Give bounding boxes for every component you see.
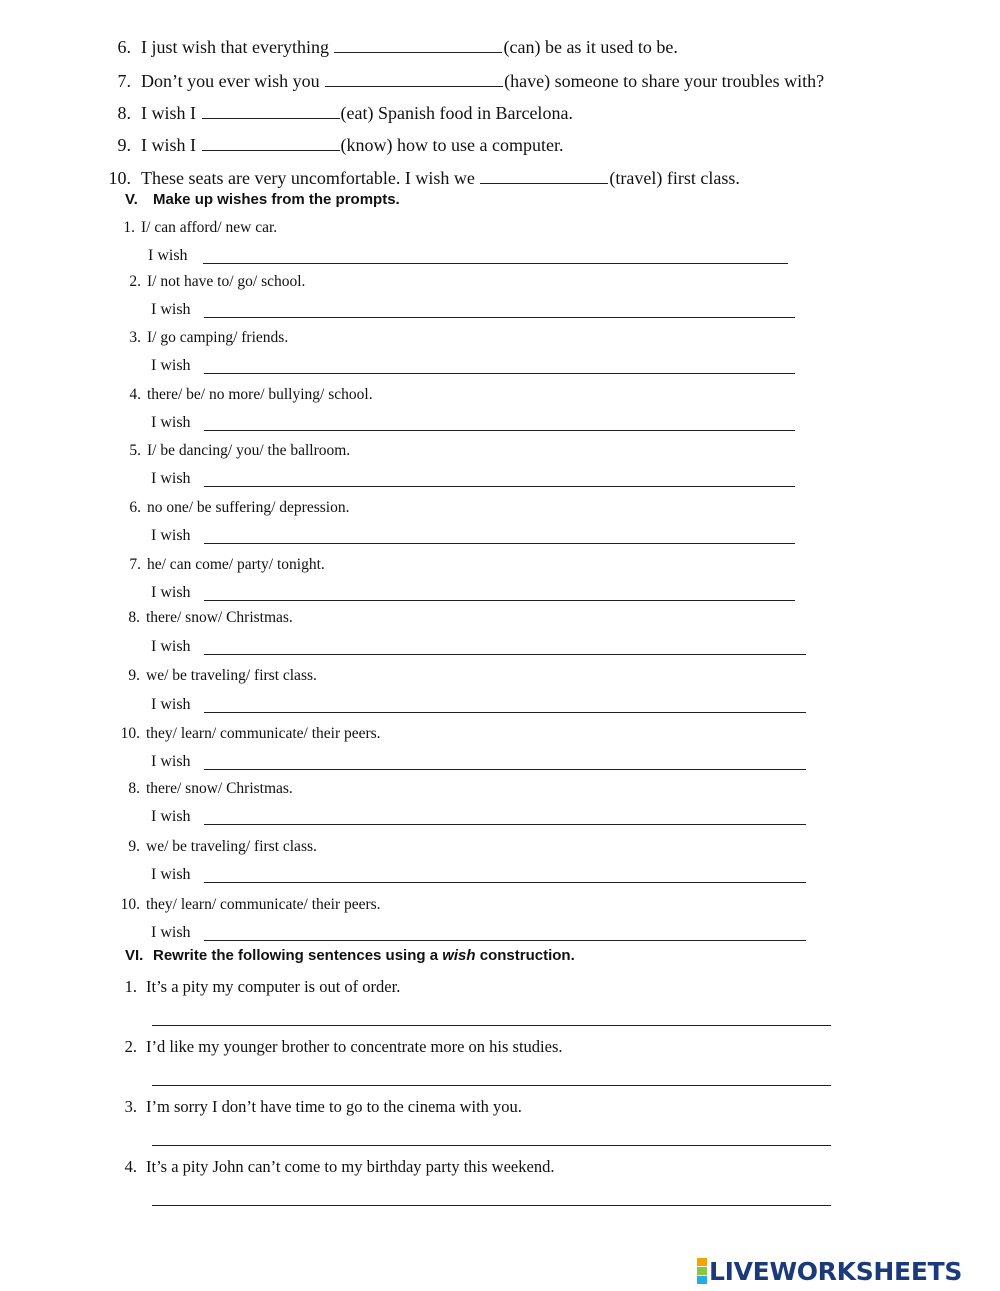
prompt-item: [121, 273, 305, 291]
item-text: I’m sorry I don’t have time to go to the cinema with you.: [146, 1097, 522, 1116]
answer-blank[interactable]: [325, 70, 503, 87]
exercise-item: [105, 36, 678, 58]
prompt-item: [121, 499, 349, 517]
answer-line[interactable]: [203, 263, 788, 264]
prompt-item: [120, 667, 317, 685]
rewrite-item: [117, 977, 400, 997]
prompt-number: 8.: [128, 780, 140, 797]
wish-label: I wish: [151, 924, 191, 941]
prompt-number: 10.: [120, 725, 140, 742]
prompt-text: I/ go camping/ friends.: [147, 329, 289, 346]
prompt-number: 9.: [128, 667, 140, 684]
exercise-item: [105, 102, 573, 124]
logo-block: [697, 1267, 707, 1275]
item-number: 10.: [108, 168, 131, 188]
logo-block: [697, 1258, 707, 1266]
answer-line[interactable]: [204, 600, 795, 601]
wish-label: I wish: [151, 301, 191, 318]
answer-line[interactable]: [204, 543, 795, 544]
logo-text: LIVEWORKSHEETS: [709, 1256, 963, 1286]
prompt-text: I/ be dancing/ you/ the ballroom.: [147, 442, 351, 459]
prompt-text: they/ learn/ communicate/ their peers.: [146, 725, 381, 742]
rewrite-item: [117, 1157, 554, 1177]
wish-label: I wish: [151, 357, 191, 374]
answer-line[interactable]: [204, 769, 806, 770]
answer-blank[interactable]: [480, 167, 608, 184]
prompt-item: [121, 442, 350, 460]
section-heading: [125, 947, 575, 965]
prompt-item: [121, 329, 288, 347]
prompt-number: 10.: [120, 896, 140, 913]
logo-block: [697, 1276, 707, 1284]
answer-line[interactable]: [152, 1205, 831, 1206]
item-number: 3.: [124, 1097, 137, 1116]
answer-line[interactable]: [204, 317, 795, 318]
prompt-text: no one/ be suffering/ depression.: [147, 499, 350, 516]
item-hint: (have) someone to share your troubles with?: [504, 71, 825, 91]
item-number: 8.: [117, 103, 131, 123]
section-title: Make up wishes from the prompts.: [153, 191, 400, 208]
item-number: 6.: [117, 37, 131, 57]
wish-label: I wish: [151, 638, 191, 655]
answer-line[interactable]: [204, 654, 806, 655]
answer-line[interactable]: [204, 486, 795, 487]
wish-label: I wish: [151, 527, 191, 544]
prompt-item: [121, 386, 373, 404]
prompt-text: we/ be traveling/ first class.: [146, 838, 317, 855]
section-title-part: construction.: [475, 947, 575, 964]
wish-label: I wish: [151, 753, 191, 770]
liveworksheets-logo: [697, 1256, 962, 1286]
item-text: I’d like my younger brother to concentrate more on his studies.: [146, 1037, 563, 1056]
wish-label: I wish: [151, 414, 191, 431]
rewrite-item: [117, 1097, 522, 1117]
answer-line[interactable]: [204, 712, 806, 713]
item-number: 1.: [124, 977, 137, 996]
prompt-text: there/ be/ no more/ bullying/ school.: [147, 386, 373, 403]
rewrite-item: [117, 1037, 563, 1057]
item-text: It’s a pity my computer is out of order.: [146, 977, 401, 996]
item-text: I wish I: [141, 103, 196, 123]
item-hint: (travel) first class.: [609, 168, 740, 188]
answer-blank[interactable]: [202, 102, 340, 119]
logo-mark-icon: [697, 1258, 707, 1284]
item-number: 7.: [117, 71, 131, 91]
prompt-number: 4.: [129, 386, 141, 403]
item-hint: (eat) Spanish food in Barcelona.: [340, 103, 573, 123]
prompt-item: [120, 780, 293, 798]
wish-label: I wish: [151, 696, 191, 713]
answer-line[interactable]: [152, 1145, 831, 1146]
prompt-number: 3.: [129, 329, 141, 346]
prompt-number: 8.: [128, 609, 140, 626]
wish-label: I wish: [151, 866, 191, 883]
answer-line[interactable]: [204, 824, 806, 825]
prompt-number: 6.: [129, 499, 141, 516]
section-title-part: Rewrite the following sentences using a: [153, 947, 443, 964]
prompt-number: 1.: [123, 219, 135, 236]
section-number: V.: [125, 191, 138, 208]
item-text: These seats are very uncomfortable. I wish we: [141, 168, 475, 188]
prompt-item: [120, 725, 381, 743]
item-text: I wish I: [141, 135, 196, 155]
exercise-item: [105, 134, 563, 156]
prompt-number: 5.: [129, 442, 141, 459]
wish-label: I wish: [151, 584, 191, 601]
section-heading: [125, 191, 400, 209]
prompt-text: I/ can afford/ new car.: [141, 219, 278, 236]
prompt-text: there/ snow/ Christmas.: [146, 780, 293, 797]
exercise-item: [105, 70, 824, 92]
section-number: VI.: [125, 947, 144, 964]
item-hint: (can) be as it used to be.: [503, 37, 678, 57]
prompt-item: [120, 838, 317, 856]
item-number: 4.: [124, 1157, 137, 1176]
prompt-text: we/ be traveling/ first class.: [146, 667, 317, 684]
answer-line[interactable]: [204, 882, 806, 883]
section-title-emphasis: wish: [442, 947, 476, 964]
prompt-item: [121, 556, 325, 574]
prompt-item: [120, 896, 381, 914]
item-number: 9.: [117, 135, 131, 155]
prompt-number: 9.: [128, 838, 140, 855]
prompt-text: I/ not have to/ go/ school.: [147, 273, 306, 290]
prompt-text: they/ learn/ communicate/ their peers.: [146, 896, 381, 913]
wish-label: I wish: [148, 247, 188, 264]
exercise-item: [105, 167, 740, 189]
answer-blank[interactable]: [202, 134, 340, 151]
prompt-text: he/ can come/ party/ tonight.: [147, 556, 325, 573]
wish-label: I wish: [151, 808, 191, 825]
answer-line[interactable]: [204, 940, 806, 941]
answer-line[interactable]: [204, 373, 795, 374]
prompt-number: 7.: [129, 556, 141, 573]
answer-line[interactable]: [152, 1085, 831, 1086]
item-hint: (know) how to use a computer.: [340, 135, 564, 155]
item-text: Don’t you ever wish you: [141, 71, 320, 91]
answer-line[interactable]: [204, 430, 795, 431]
item-number: 2.: [124, 1037, 137, 1056]
answer-line[interactable]: [152, 1025, 831, 1026]
prompt-text: there/ snow/ Christmas.: [146, 609, 293, 626]
prompt-number: 2.: [129, 273, 141, 290]
prompt-item: [115, 219, 277, 237]
wish-label: I wish: [151, 470, 191, 487]
item-text: It’s a pity John can’t come to my birthday party this weekend.: [146, 1157, 555, 1176]
item-text: I just wish that everything: [141, 37, 329, 57]
prompt-item: [120, 609, 293, 627]
answer-blank[interactable]: [334, 36, 502, 53]
